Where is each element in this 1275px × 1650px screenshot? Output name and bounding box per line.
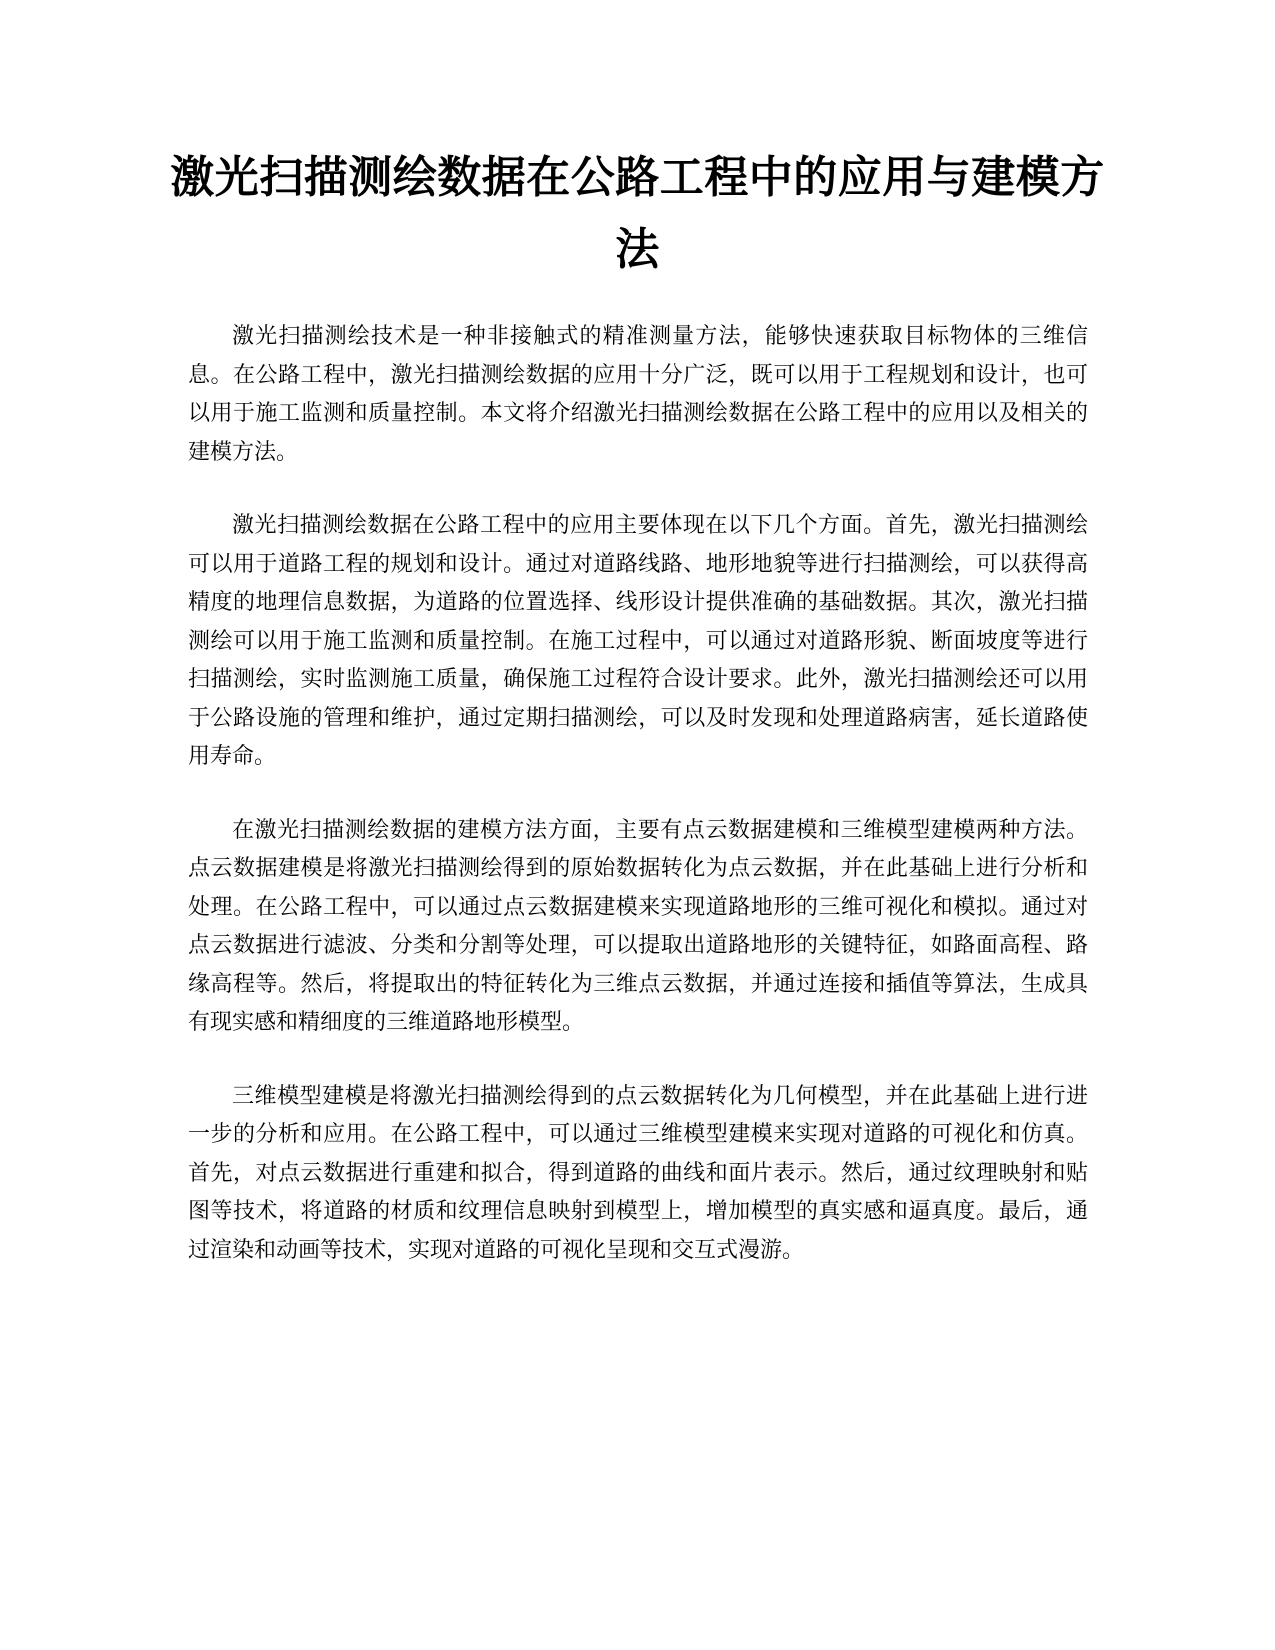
document-title: 激光扫描测绘数据在公路工程中的应用与建模方法 (170, 152, 1105, 275)
document-body (188, 318, 1088, 1305)
paragraph-2: 激光扫描测绘数据在公路工程中的应用主要体现在以下几个方面。首先，激光扫描测绘可以用于道路工程的规划和设计。通过对道路线路、地形地貌等进行扫描测绘，可以获得高精度的地理信息数据，为道路的位置选择、线形设计提供准确的基础数据。其次，激光扫描测绘可以用于施工监测和质量控制。在施工过程中，可以通过对道路形貌、断面坡度等进行扫描测绘，实时监测施工质量，确保施工过程符合设计要求。此外，激光扫描测绘还可以用于公路设施的管理和维护，通过定期扫描测绘，可以及时发现和处理道路病害，延长道路使用寿命。 (188, 513, 1088, 769)
paragraph-3: 在激光扫描测绘数据的建模方法方面，主要有点云数据建模和三维模型建模两种方法。点云数据建模是将激光扫描测绘得到的原始数据转化为点云数据，并在此基础上进行分析和处理。在公路工程中，可以通过点云数据建模来实现道路地形的三维可视化和模拟。通过对点云数据进行滤波、分类和分割等处理，可以提取出道路地形的关键特征，如路面高程、路缘高程等。然后，将提取出的特征转化为三维点云数据，并通过连接和插值等算法，生成具有现实感和精细度的三维道路地形模型。 (188, 817, 1088, 1035)
paragraph-4: 三维模型建模是将激光扫描测绘得到的点云数据转化为几何模型，并在此基础上进行进一步的分析和应用。在公路工程中，可以通过三维模型建模来实现对道路的可视化和仿真。首先，对点云数据进行重建和拟合，得到道路的曲线和面片表示。然后，通过纹理映射和贴图等技术，将道路的材质和纹理信息映射到模型上，增加模型的真实感和逼真度。最后，通过渲染和动画等技术，实现对道路的可视化呈现和交互式漫游。 (188, 1083, 1088, 1263)
paragraph-1: 激光扫描测绘技术是一种非接触式的精准测量方法，能够快速获取目标物体的三维信息。在公路工程中，激光扫描测绘数据的应用十分广泛，既可以用于工程规划和设计，也可以用于施工监测和质量控制。本文将介绍激光扫描测绘数据在公路工程中的应用以及相关的建模方法。 (188, 324, 1088, 465)
